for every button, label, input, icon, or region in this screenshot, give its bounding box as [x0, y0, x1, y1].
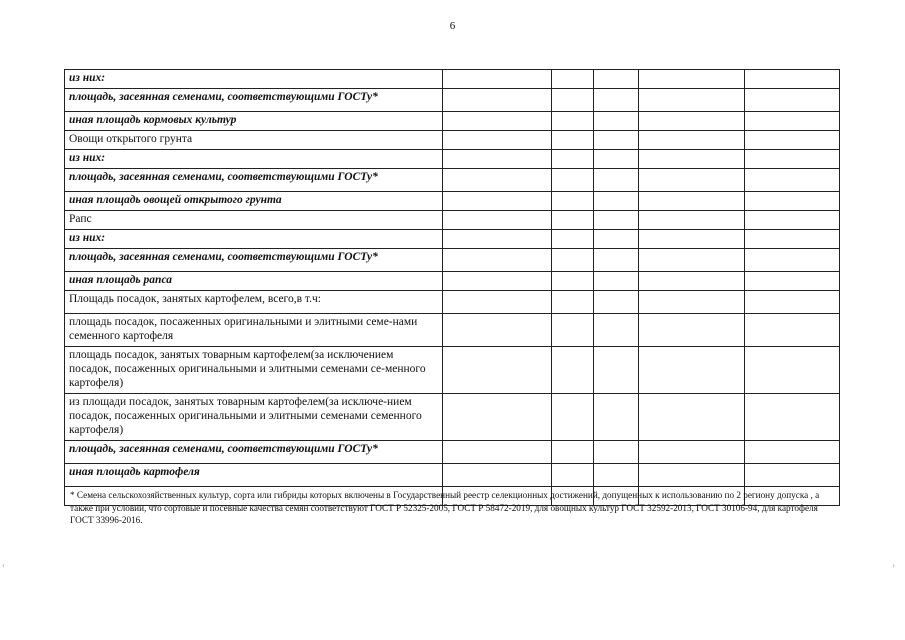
empty-cell	[552, 192, 594, 211]
empty-cell	[745, 249, 840, 272]
empty-cell	[443, 150, 552, 169]
empty-cell	[639, 70, 745, 89]
empty-cell	[745, 441, 840, 464]
table-row	[65, 230, 840, 249]
row-label: площадь, засеянная семенами, соответствующими ГОСТу*	[65, 441, 443, 464]
empty-cell	[594, 441, 639, 464]
table-row	[65, 131, 840, 150]
empty-cell	[745, 230, 840, 249]
footnote: * Семена сельскохозяйственных культур, сорта или гибриды которых включены в Государственный реестр селекционных достижений, допущенных к использованию по 2 региону допуска , а также при условии, что сортовые и посевные качества семян соответствуют ГОСТ Р 52325-2005, ГОСТ Р 58472-2019, для овощных культур ГОСТ 32592-2013, ГОСТ 30106-94, для картофеля ГОСТ 33996-2016.	[70, 490, 820, 525]
row-label: иная площадь овощей открытого грунта	[65, 192, 443, 211]
empty-cell	[443, 169, 552, 192]
row-label: Рапс	[65, 211, 443, 230]
empty-cell	[639, 112, 745, 131]
empty-cell	[594, 464, 639, 487]
empty-cell	[639, 394, 745, 441]
empty-cell	[443, 131, 552, 150]
row-label: Овощи открытого грунта	[65, 131, 443, 150]
empty-cell	[443, 89, 552, 112]
empty-cell	[443, 347, 552, 394]
empty-cell	[745, 70, 840, 89]
table-row	[65, 70, 840, 89]
edge-mark-right: ›	[892, 560, 895, 570]
table-row	[65, 314, 840, 347]
table-row	[65, 150, 840, 169]
row-label: площадь, засеянная семенами, соответствующими ГОСТу*	[65, 249, 443, 272]
empty-cell	[639, 150, 745, 169]
empty-cell	[639, 211, 745, 230]
empty-cell	[639, 314, 745, 347]
empty-cell	[443, 394, 552, 441]
table-row	[65, 169, 840, 192]
row-label: площадь, засеянная семенами, соответствующими ГОСТу*	[65, 89, 443, 112]
table-row	[65, 211, 840, 230]
empty-cell	[594, 169, 639, 192]
table-row	[65, 249, 840, 272]
empty-cell	[745, 89, 840, 112]
empty-cell	[594, 150, 639, 169]
empty-cell	[745, 291, 840, 314]
empty-cell	[552, 394, 594, 441]
empty-cell	[443, 192, 552, 211]
empty-cell	[745, 150, 840, 169]
empty-cell	[594, 112, 639, 131]
empty-cell	[594, 291, 639, 314]
empty-cell	[552, 464, 594, 487]
table-row	[65, 272, 840, 291]
row-label: площадь посадок, посаженных оригинальными и элитными семе-нами семенного картофеля	[65, 314, 443, 347]
empty-cell	[594, 347, 639, 394]
row-label: из площади посадок, занятых товарным картофелем(за исключе-нием посадок, посаженных оригинальными и элитными семенами семенного картофеля)	[65, 394, 443, 441]
empty-cell	[639, 441, 745, 464]
empty-cell	[745, 192, 840, 211]
row-label: иная площадь рапса	[65, 272, 443, 291]
empty-cell	[639, 192, 745, 211]
empty-cell	[552, 70, 594, 89]
empty-cell	[443, 314, 552, 347]
empty-cell	[443, 464, 552, 487]
empty-cell	[745, 394, 840, 441]
page-number: 6	[449, 20, 456, 32]
empty-cell	[639, 249, 745, 272]
empty-cell	[745, 169, 840, 192]
empty-cell	[552, 131, 594, 150]
table-row	[65, 394, 840, 441]
empty-cell	[639, 464, 745, 487]
row-label: площадь, засеянная семенами, соответствующими ГОСТу*	[65, 169, 443, 192]
empty-cell	[745, 272, 840, 291]
empty-cell	[639, 169, 745, 192]
empty-cell	[594, 314, 639, 347]
empty-cell	[745, 347, 840, 394]
empty-cell	[594, 230, 639, 249]
empty-cell	[552, 441, 594, 464]
table-row	[65, 192, 840, 211]
empty-cell	[443, 291, 552, 314]
empty-cell	[552, 112, 594, 131]
table-body	[65, 70, 840, 506]
table-row	[65, 464, 840, 487]
empty-cell	[443, 272, 552, 291]
row-label: из них:	[65, 230, 443, 249]
edge-mark-left: ‹	[2, 560, 5, 570]
empty-cell	[639, 347, 745, 394]
empty-cell	[594, 89, 639, 112]
table-row	[65, 441, 840, 464]
empty-cell	[639, 272, 745, 291]
empty-cell	[594, 272, 639, 291]
table-row	[65, 112, 840, 131]
empty-cell	[594, 70, 639, 89]
empty-cell	[594, 131, 639, 150]
empty-cell	[745, 464, 840, 487]
empty-cell	[594, 394, 639, 441]
empty-cell	[552, 272, 594, 291]
empty-cell	[639, 230, 745, 249]
empty-cell	[745, 112, 840, 131]
empty-cell	[745, 131, 840, 150]
empty-cell	[552, 169, 594, 192]
empty-cell	[745, 314, 840, 347]
empty-cell	[552, 150, 594, 169]
empty-cell	[639, 291, 745, 314]
empty-cell	[639, 131, 745, 150]
empty-cell	[552, 291, 594, 314]
row-label: иная площадь картофеля	[65, 464, 443, 487]
empty-cell	[552, 314, 594, 347]
row-label: Площадь посадок, занятых картофелем, всего,в т.ч:	[65, 291, 443, 314]
empty-cell	[443, 249, 552, 272]
empty-cell	[443, 441, 552, 464]
table-row	[65, 347, 840, 394]
empty-cell	[639, 89, 745, 112]
empty-cell	[443, 230, 552, 249]
row-label: иная площадь кормовых культур	[65, 112, 443, 131]
empty-cell	[552, 347, 594, 394]
empty-cell	[552, 249, 594, 272]
empty-cell	[594, 211, 639, 230]
row-label: площадь посадок, занятых товарным картофелем(за исключением посадок, посаженных оригинальными и элитными семенами се-менного картофеля)	[65, 347, 443, 394]
empty-cell	[594, 249, 639, 272]
table-row	[65, 89, 840, 112]
empty-cell	[745, 211, 840, 230]
empty-cell	[552, 89, 594, 112]
crop-area-table	[64, 69, 840, 506]
row-label: из них:	[65, 150, 443, 169]
empty-cell	[443, 70, 552, 89]
empty-cell	[443, 112, 552, 131]
row-label: из них:	[65, 70, 443, 89]
empty-cell	[594, 192, 639, 211]
empty-cell	[552, 230, 594, 249]
empty-cell	[443, 211, 552, 230]
empty-cell	[552, 211, 594, 230]
table-row	[65, 291, 840, 314]
